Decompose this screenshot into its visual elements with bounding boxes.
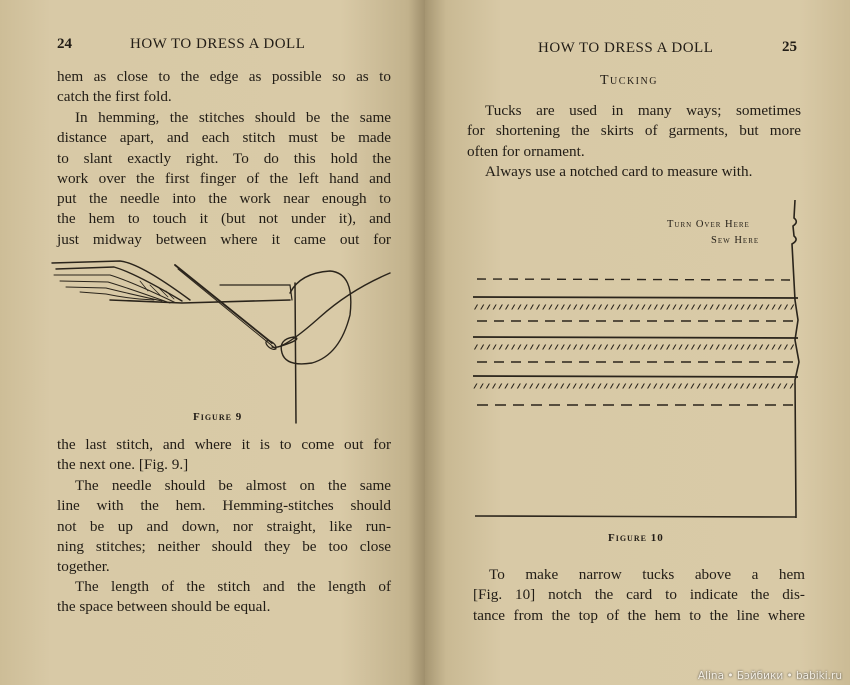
left-paragraph-4 bbox=[57, 476, 391, 577]
right-paragraph-1 bbox=[467, 101, 801, 162]
text-line: distance apart, and each stitch must be made bbox=[57, 129, 391, 147]
watermark: Alina • Бэйбики • babiki.ru bbox=[697, 670, 842, 682]
right-paragraph-2 bbox=[467, 162, 801, 182]
text-line: the next one. [Fig. 9.] bbox=[57, 456, 189, 474]
fabric-hem-fold bbox=[56, 267, 182, 301]
needle bbox=[175, 265, 272, 343]
hem-line bbox=[110, 300, 290, 303]
text-line: line with the hem. Hemming-stitches should bbox=[57, 497, 391, 515]
running-head-right: HOW TO DRESS A DOLL bbox=[538, 40, 714, 56]
page-number-left: 24 bbox=[57, 36, 72, 52]
text-line: just midway between where it came out for bbox=[57, 230, 391, 248]
right-paragraph-3 bbox=[473, 565, 805, 626]
page-number-right: 25 bbox=[782, 39, 797, 55]
text-line: ning stitches; neither should they be too close bbox=[57, 537, 391, 555]
text-line: together. bbox=[57, 558, 110, 576]
figure-9-illustration bbox=[50, 255, 390, 425]
text-line: The needle should be almost on the same bbox=[75, 477, 391, 494]
text-line: To make narrow tucks above a hem bbox=[489, 566, 805, 583]
text-line: to slant exactly right. To do this hold the bbox=[57, 149, 391, 167]
text-line: [Fig. 10] notch the card to indicate the dis- bbox=[473, 586, 805, 604]
card-bottom-edge bbox=[475, 516, 796, 517]
notched-card-edge bbox=[792, 200, 799, 518]
section-title: Tucking bbox=[600, 73, 658, 88]
text-line: the last stitch, and where it is to come out for bbox=[57, 436, 391, 453]
running-head-left: HOW TO DRESS A DOLL bbox=[130, 36, 306, 52]
figure-9-caption: Figure 9 bbox=[193, 411, 243, 423]
text-line: work over the first finger of the left hand and bbox=[57, 169, 391, 187]
turn-over-here-label: Turn Over Here bbox=[667, 219, 750, 230]
left-paragraph-1 bbox=[57, 67, 391, 108]
left-paragraph-3 bbox=[57, 435, 391, 476]
text-line: not be up and down, nor straight, like run- bbox=[57, 517, 391, 535]
text-line: tance from the top of the hem to the line where bbox=[473, 606, 805, 624]
text-line: for shortening the skirts of garments, but more bbox=[467, 122, 801, 140]
left-paragraph-5 bbox=[57, 577, 391, 618]
text-line: often for ornament. bbox=[467, 142, 585, 160]
vertical-guide-line bbox=[295, 283, 296, 423]
text-line: Tucks are used in many ways; sometimes bbox=[485, 102, 801, 119]
right-page bbox=[425, 0, 850, 685]
text-line: hem as close to the edge as possible so as to bbox=[57, 68, 391, 85]
text-line: The length of the stitch and the length of bbox=[75, 578, 391, 595]
text-line: Always use a notched card to measure with. bbox=[485, 163, 753, 180]
left-paragraph-2 bbox=[57, 108, 391, 250]
text-line: put the needle into the work near enough to bbox=[57, 190, 391, 208]
figure-10-card-illustration bbox=[465, 190, 805, 520]
text-line: the space between should be equal. bbox=[57, 598, 271, 616]
dashed-fold-line bbox=[477, 279, 791, 280]
text-line: the hem to touch it (but not under it), and bbox=[57, 210, 391, 228]
text-line: In hemming, the stitches should be the same bbox=[75, 109, 391, 126]
figure-10-caption: Figure 10 bbox=[608, 532, 664, 544]
sew-here-label: Sew Here bbox=[711, 235, 760, 246]
text-line: catch the first fold. bbox=[57, 88, 172, 106]
